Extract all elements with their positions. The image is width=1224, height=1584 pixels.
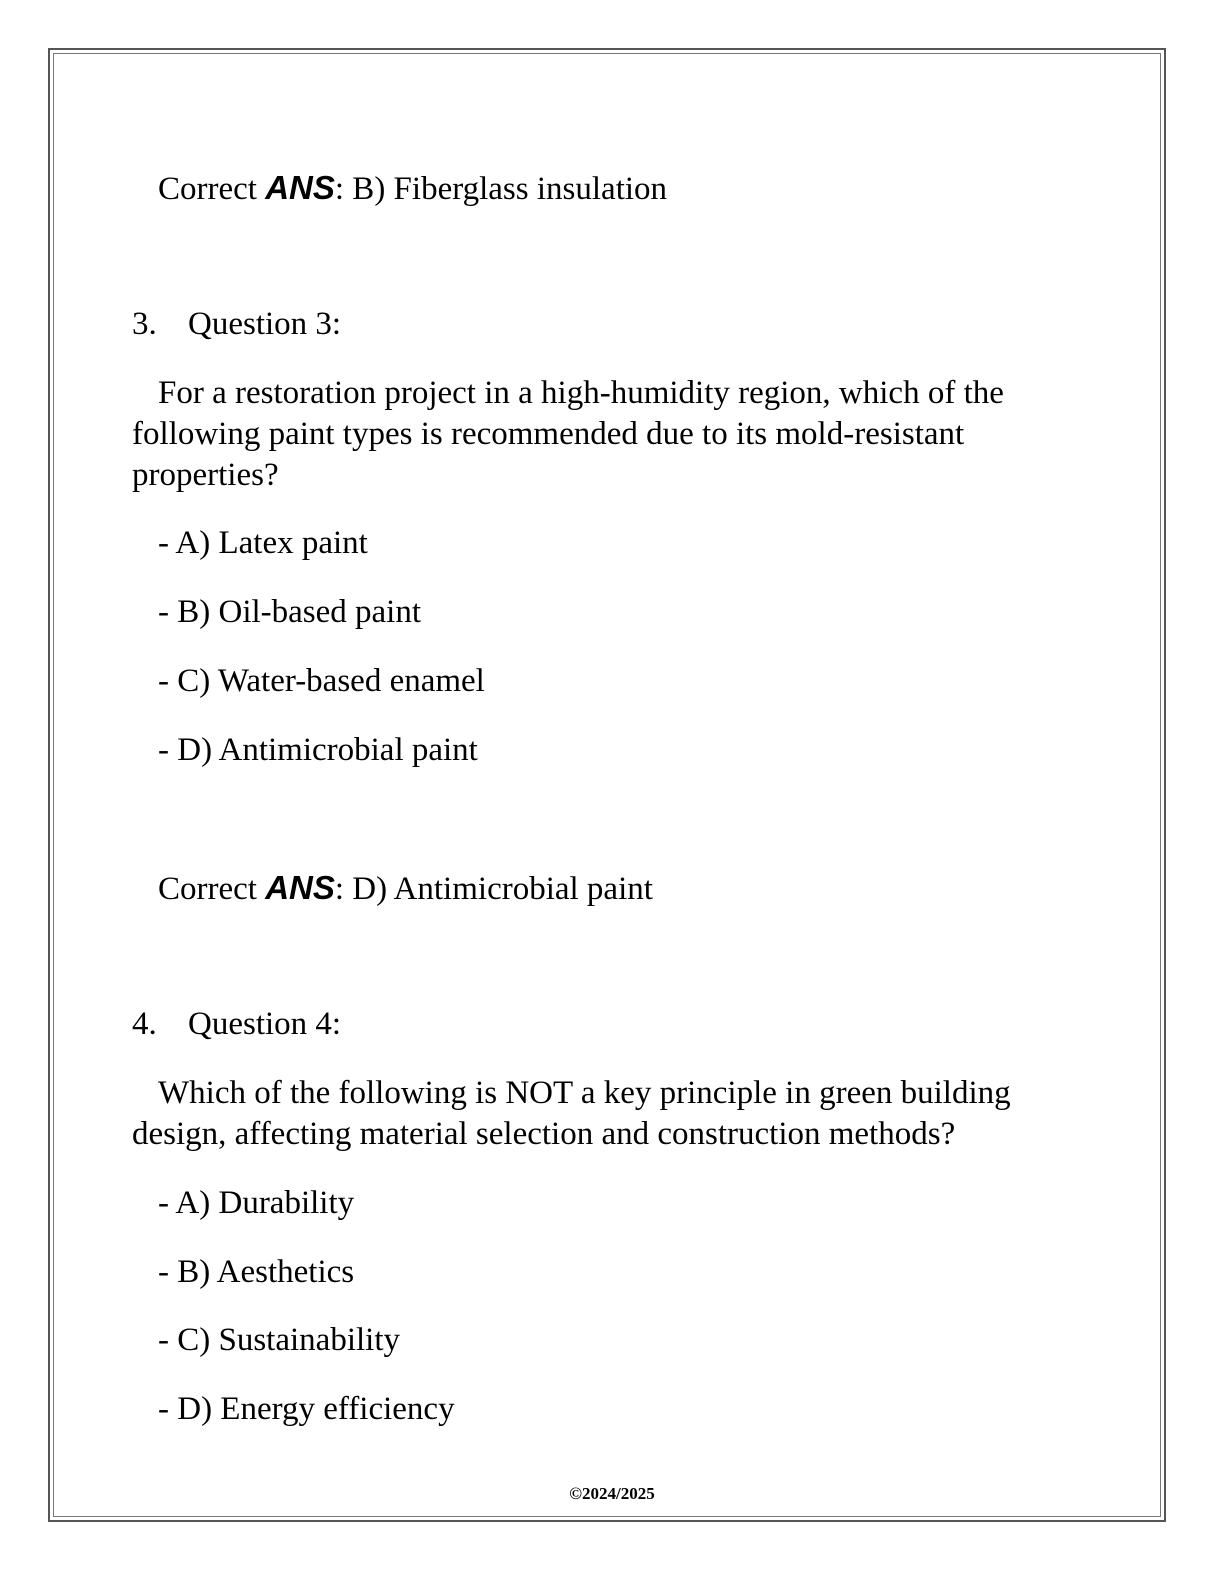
question-3-option-d: - D) Antimicrobial paint bbox=[158, 732, 478, 768]
answer-label: ANS bbox=[265, 169, 335, 206]
question-title: Question 4: bbox=[188, 1006, 342, 1042]
question-3-option-a: - A) Latex paint bbox=[158, 525, 368, 561]
answer-label: ANS bbox=[265, 869, 335, 906]
question-3-text: For a restoration project in a high-humidity region, which of the following paint types is recommended due to its mold-resistant properties? bbox=[132, 375, 1004, 493]
answer-prefix: Correct bbox=[158, 871, 266, 907]
question-4-option-c: - C) Sustainability bbox=[158, 1322, 400, 1358]
question-3-heading bbox=[132, 304, 341, 345]
question-number: 3. bbox=[132, 306, 157, 342]
question-4-text: Which of the following is NOT a key principle in green building design, affecting material selection and construction methods? bbox=[132, 1075, 1011, 1152]
answer-text: : D) Antimicrobial paint bbox=[334, 871, 653, 907]
answer-prefix: Correct bbox=[158, 171, 266, 207]
question-number: 4. bbox=[132, 1006, 157, 1042]
question-4-option-a: - A) Durability bbox=[158, 1185, 355, 1221]
question-3-correct-answer bbox=[158, 867, 653, 910]
previous-correct-answer bbox=[158, 167, 667, 210]
question-3-option-c: - C) Water-based enamel bbox=[158, 663, 485, 699]
question-title: Question 3: bbox=[188, 306, 342, 342]
copyright-footer: ©2024/2025 bbox=[569, 1484, 655, 1503]
question-4-heading bbox=[132, 1004, 341, 1045]
answer-text: : B) Fiberglass insulation bbox=[334, 171, 668, 207]
page-border-inner bbox=[53, 53, 1161, 1517]
question-4-option-b: - B) Aesthetics bbox=[158, 1254, 355, 1290]
question-4-option-d: - D) Energy efficiency bbox=[158, 1391, 455, 1427]
question-3-option-b: - B) Oil-based paint bbox=[158, 594, 422, 630]
